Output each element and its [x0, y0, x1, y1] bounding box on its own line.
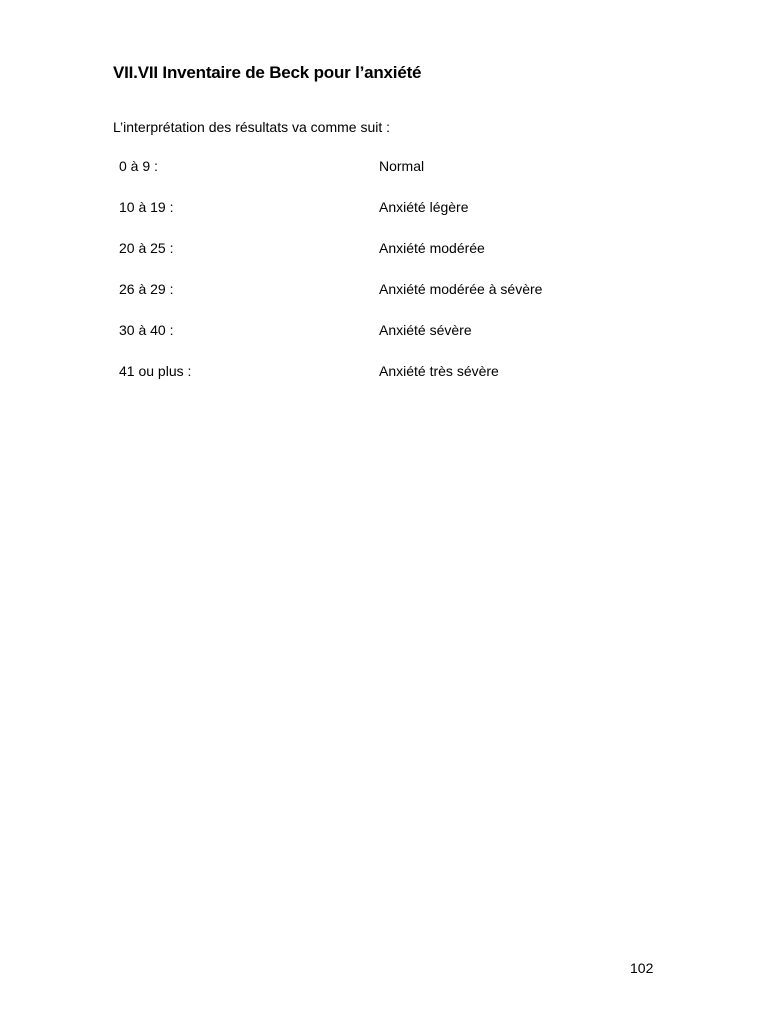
- section-heading: VII.VII Inventaire de Beck pour l’anxiété: [113, 63, 422, 82]
- table-row: [119, 240, 619, 281]
- score-range: 20 à 25 :: [119, 240, 174, 256]
- anxiety-level: Anxiété sévère: [379, 322, 472, 338]
- anxiety-level: Anxiété modérée: [379, 240, 485, 256]
- score-range: 26 à 29 :: [119, 281, 174, 297]
- score-range: 0 à 9 :: [119, 158, 158, 174]
- score-range: 30 à 40 :: [119, 322, 174, 338]
- intro-text: L’interprétation des résultats va comme suit :: [113, 119, 391, 135]
- table-row: [119, 199, 619, 240]
- score-range: 41 ou plus :: [119, 363, 192, 379]
- table-row: [119, 281, 619, 322]
- score-range: 10 à 19 :: [119, 199, 174, 215]
- anxiety-level: Anxiété très sévère: [379, 363, 499, 379]
- anxiety-level: Anxiété modérée à sévère: [379, 281, 543, 297]
- table-row: [119, 322, 619, 363]
- score-interpretation-table: [119, 158, 619, 404]
- page-number: 102: [630, 960, 654, 976]
- anxiety-level: Anxiété légère: [379, 199, 469, 215]
- anxiety-level: Normal: [379, 158, 425, 174]
- table-row: [119, 363, 619, 404]
- table-row: [119, 158, 619, 199]
